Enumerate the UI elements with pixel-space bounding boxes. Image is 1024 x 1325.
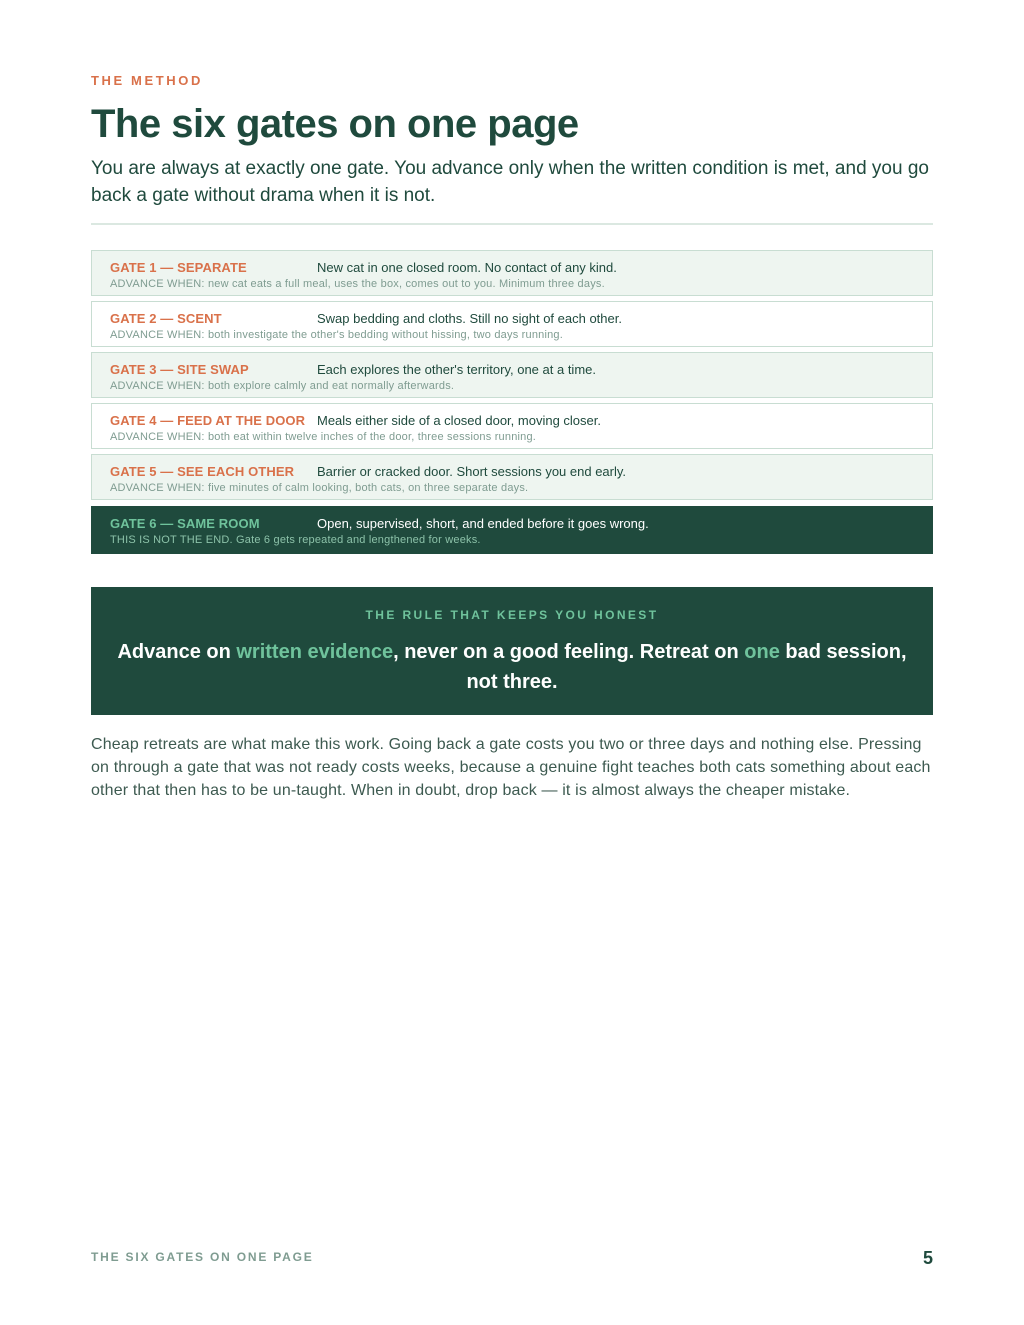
body-paragraph: Cheap retreats are what make this work. Going back a gate costs you two or three days and nothing else. Pressing on through a gate that was not ready costs weeks, because a genuine fight teaches both cats something about each other that then has to be un-taught. When in doubt, drop back — it is almost always the cheaper mistake. (91, 736, 931, 799)
gate-name: GATE 2 — SCENT (110, 311, 222, 326)
footer-running-title: THE SIX GATES ON ONE PAGE (91, 1250, 314, 1264)
callout-highlight: written evidence (236, 641, 394, 663)
gate-advance-condition: ADVANCE WHEN: both explore calmly and eat normally afterwards. (110, 380, 455, 392)
gate-row-4 (91, 403, 933, 449)
gate-description: Meals either side of a closed door, moving closer. (317, 413, 601, 428)
page (91, 0, 933, 1325)
gate-description: New cat in one closed room. No contact of any kind. (317, 260, 617, 275)
gate-description: Open, supervised, short, and ended before it goes wrong. (317, 516, 649, 531)
gate-name: GATE 5 — SEE EACH OTHER (110, 464, 295, 479)
gate-row-2 (91, 301, 933, 347)
gate-description: Swap bedding and cloths. Still no sight of each other. (317, 311, 622, 326)
page-subtitle: You are always at exactly one gate. You advance only when the written condition is met, and you go back a gate without drama when it is not. (91, 158, 929, 206)
gate-advance-condition: THIS IS NOT THE END. Gate 6 gets repeated and lengthened for weeks. (110, 534, 481, 546)
callout-text (111, 637, 913, 697)
gate-row-1 (91, 250, 933, 296)
rule-callout (91, 587, 933, 715)
gate-row-5 (91, 454, 933, 500)
page-title: The six gates on one page (91, 102, 579, 146)
gate-row-6 (91, 506, 933, 554)
callout-highlight: one (744, 641, 780, 663)
page-number: 5 (922, 1248, 933, 1268)
gate-advance-condition: ADVANCE WHEN: both eat within twelve inches of the door, three sessions running. (110, 431, 537, 443)
gate-advance-condition: ADVANCE WHEN: five minutes of calm looking, both cats, on three separate days. (110, 482, 529, 494)
callout-label: THE RULE THAT KEEPS YOU HONEST (365, 608, 659, 622)
gate-row-3 (91, 352, 933, 398)
callout-text-part: bad session, not three. (466, 641, 907, 693)
gate-advance-condition: ADVANCE WHEN: new cat eats a full meal, uses the box, comes out to you. Minimum three days. (110, 278, 605, 290)
divider (91, 223, 933, 225)
gate-name: GATE 4 — FEED AT THE DOOR (110, 413, 306, 428)
gate-name: GATE 3 — SITE SWAP (110, 362, 249, 377)
gate-name: GATE 6 — SAME ROOM (110, 516, 260, 531)
gate-name: GATE 1 — SEPARATE (110, 260, 247, 275)
section-eyebrow: THE METHOD (91, 73, 203, 88)
callout-text-part: Advance on (117, 641, 237, 663)
gate-advance-condition: ADVANCE WHEN: both investigate the other's bedding without hissing, two days running. (110, 329, 564, 341)
gate-description: Barrier or cracked door. Short sessions you end early. (317, 464, 627, 479)
callout-text-part: , never on a good feeling. Retreat on (393, 641, 745, 663)
gates-list (91, 250, 933, 559)
gate-description: Each explores the other's territory, one at a time. (317, 362, 596, 377)
